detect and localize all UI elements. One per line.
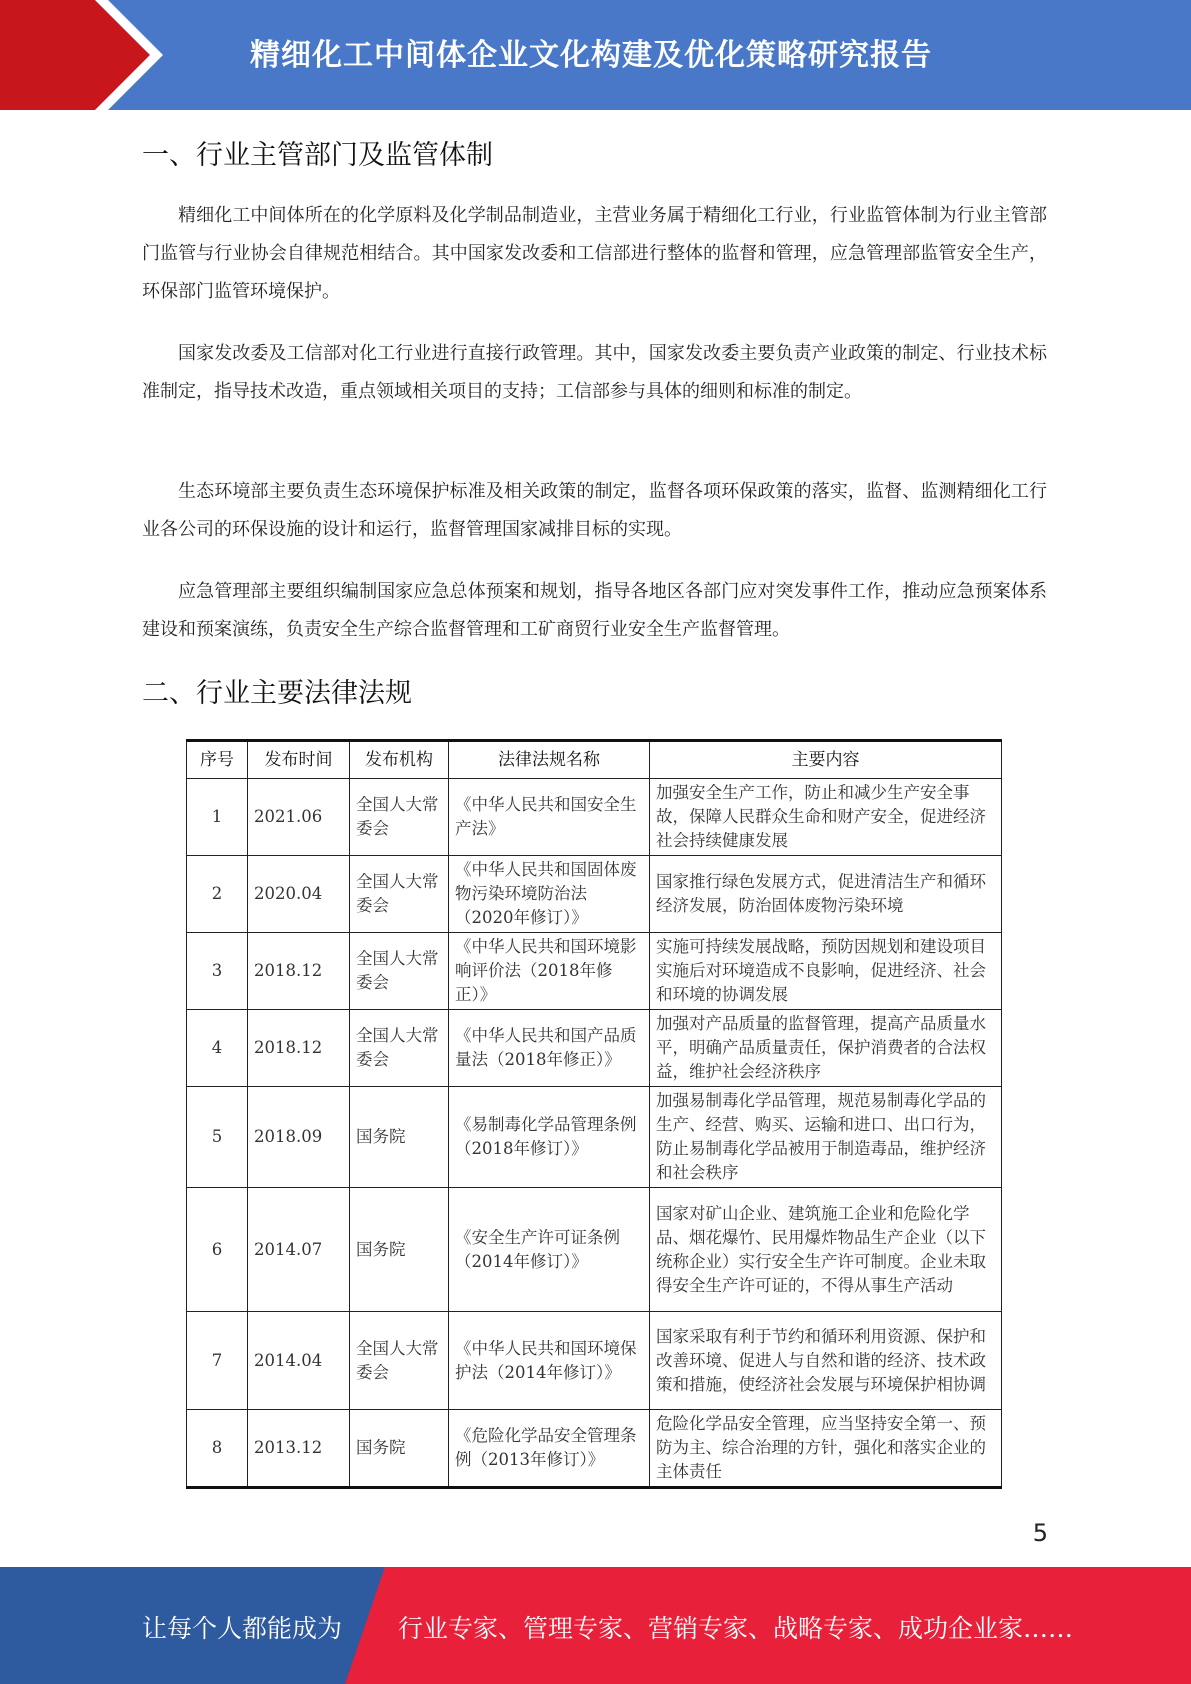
section-heading-laws: 二、行业主要法律法规: [142, 678, 412, 709]
cell-seq: 3: [187, 933, 248, 1010]
paragraph: 国家发改委及工信部对化工行业进行直接行政管理。其中，国家发改委主要负责产业政策的制定、行业技术标准制定，指导技术改造，重点领域相关项目的支持；工信部参与具体的细则和标准的制定。: [142, 343, 1047, 402]
footer-slogan-left: 让每个人都能成为: [142, 1614, 343, 1643]
cell-law-name: 《中华人民共和国产品质量法（2018年修正）》: [449, 1010, 650, 1087]
paragraph: 精细化工中间体所在的化学原料及化学制品制造业，主营业务属于精细化工行业，行业监管体制为行业主管部门监管与行业协会自律规范相结合。其中国家发改委和工信部进行整体的监督和管理，应急管理部监管安全生产，环保部门监管环境保护。: [142, 205, 1047, 302]
cell-seq: 7: [187, 1312, 248, 1410]
cell-date: 2013.12: [248, 1410, 350, 1488]
cell-date: 2018.12: [248, 1010, 350, 1087]
page-number: 5: [1032, 1519, 1048, 1547]
table-row: [187, 1010, 1002, 1087]
cell-content: 加强易制毒化学品管理，规范易制毒化学品的生产、经营、购买、运输和进口、出口行为，防止易制毒化学品被用于制造毒品，维护经济和社会秩序: [650, 1087, 1002, 1188]
cell-seq: 1: [187, 779, 248, 856]
cell-law-name: 《中华人民共和国环境保护法（2014年修订）》: [449, 1312, 650, 1410]
document-title: 精细化工中间体企业文化构建及优化策略研究报告: [250, 38, 932, 73]
cell-issuer: 全国人大常委会: [350, 1010, 449, 1087]
cell-date: 2014.04: [248, 1312, 350, 1410]
cell-seq: 8: [187, 1410, 248, 1488]
header-issuer: 发布机构: [350, 741, 449, 779]
cell-issuer: 全国人大常委会: [350, 933, 449, 1010]
table-row: [187, 1188, 1002, 1312]
cell-law-name: 《中华人民共和国环境影响评价法（2018年修正）》: [449, 933, 650, 1010]
cell-date: 2018.09: [248, 1087, 350, 1188]
header-seq: 序号: [187, 741, 248, 779]
page-footer: [0, 1567, 1191, 1684]
cell-issuer: 国务院: [350, 1410, 449, 1488]
page-header: [0, 0, 1191, 110]
cell-content: 加强安全生产工作，防止和减少生产安全事故，保障人民群众生命和财产安全，促进经济社会持续健康发展: [650, 779, 1002, 856]
table-header-row: [187, 741, 1002, 779]
cell-law-name: 《安全生产许可证条例（2014年修订）》: [449, 1188, 650, 1312]
cell-seq: 5: [187, 1087, 248, 1188]
paragraph: 生态环境部主要负责生态环境保护标准及相关政策的制定，监督各项环保政策的落实，监督、监测精细化工行业各公司的环保设施的设计和运行，监督管理国家减排目标的实现。: [142, 481, 1047, 540]
cell-issuer: 全国人大常委会: [350, 856, 449, 933]
cell-seq: 4: [187, 1010, 248, 1087]
cell-content: 国家推行绿色发展方式，促进清洁生产和循环经济发展，防治固体废物污染环境: [650, 856, 1002, 933]
header-law-name: 法律法规名称: [449, 741, 650, 779]
header-date: 发布时间: [248, 741, 350, 779]
table-row: [187, 1087, 1002, 1188]
cell-content: 加强对产品质量的监督管理，提高产品质量水平，明确产品质量责任，保护消费者的合法权益，维护社会经济秩序: [650, 1010, 1002, 1087]
cell-issuer: 国务院: [350, 1188, 449, 1312]
table-row: [187, 779, 1002, 856]
cell-law-name: 《中华人民共和国安全生产法》: [449, 779, 650, 856]
laws-table: [186, 739, 1002, 1489]
cell-law-name: 《危险化学品安全管理条例（2013年修订）》: [449, 1410, 650, 1488]
cell-date: 2018.12: [248, 933, 350, 1010]
cell-content: 国家采取有利于节约和循环利用资源、保护和改善环境、促进人与自然和谐的经济、技术政策和措施，使经济社会发展与环境保护相协调: [650, 1312, 1002, 1410]
cell-law-name: 《易制毒化学品管理条例（2018年修订）》: [449, 1087, 650, 1188]
cell-content: 危险化学品安全管理，应当坚持安全第一、预防为主、综合治理的方针，强化和落实企业的主体责任: [650, 1410, 1002, 1488]
table-row: [187, 1410, 1002, 1488]
cell-seq: 6: [187, 1188, 248, 1312]
paragraph: 应急管理部主要组织编制国家应急总体预案和规划，指导各地区各部门应对突发事件工作，推动应急预案体系建设和预案演练，负责安全生产综合监督管理和工矿商贸行业安全生产监督管理。: [142, 581, 1047, 640]
cell-date: 2021.06: [248, 779, 350, 856]
cell-content: 国家对矿山企业、建筑施工企业和危险化学品、烟花爆竹、民用爆炸物品生产企业（以下统称企业）实行安全生产许可制度。企业未取得安全生产许可证的，不得从事生产活动: [650, 1188, 1002, 1312]
cell-date: 2020.04: [248, 856, 350, 933]
cell-content: 实施可持续发展战略，预防因规划和建设项目实施后对环境造成不良影响，促进经济、社会和环境的协调发展: [650, 933, 1002, 1010]
cell-date: 2014.07: [248, 1188, 350, 1312]
header-content: 主要内容: [650, 741, 1002, 779]
cell-issuer: 全国人大常委会: [350, 1312, 449, 1410]
section-heading-regulators: 一、行业主管部门及监管体制: [142, 140, 493, 171]
table-row: [187, 1312, 1002, 1410]
footer-slogan-right: 行业专家、管理专家、营销专家、战略专家、成功企业家……: [398, 1614, 1074, 1643]
table-row: [187, 856, 1002, 933]
cell-issuer: 全国人大常委会: [350, 779, 449, 856]
cell-law-name: 《中华人民共和国固体废物污染环境防治法（2020年修订）》: [449, 856, 650, 933]
table-row: [187, 933, 1002, 1010]
cell-seq: 2: [187, 856, 248, 933]
cell-issuer: 国务院: [350, 1087, 449, 1188]
